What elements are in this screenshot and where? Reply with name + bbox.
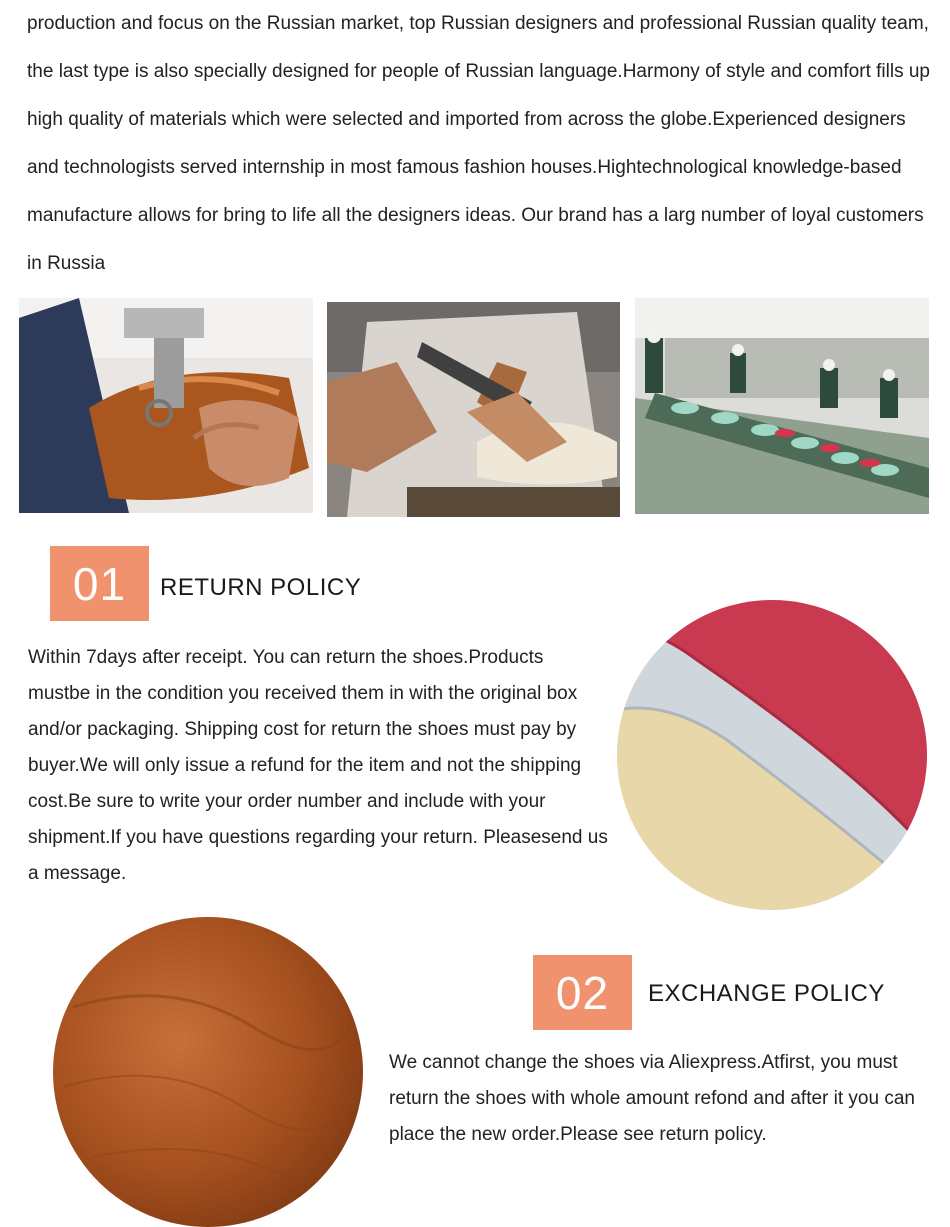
- policy-number-badge: 02: [533, 955, 632, 1030]
- policy-number-badge: 01: [50, 546, 149, 621]
- exchange-policy-text: We cannot change the shoes via Aliexpress.Atfirst, you must return the shoes with whole amount refond and after it you can place the new order.Please see return policy.: [389, 1052, 915, 1145]
- return-policy-text: Within 7days after receipt. You can return the shoes.Products mustbe in the condition you received them in with the original box and/or packaging. Shipping cost for return the shoes must pay by buyer.We will only issue a refund for the item and not the shipping cost.Be sure to write your order number and include with your shipment.If you have questions regarding your return. Pleasesend us a message.: [28, 647, 608, 884]
- intro-paragraph: production and focus on the Russian market, top Russian designers and professional Russian quality team, the last type is also specially designed for people of Russian language.Harmony of style and comfort fills up high quality of materials which were selected and imported from across the globe.Experienced designers and technologists served internship in most famous fashion houses.Hightechnological knowledge-based manufacture allows for bring to life all the designers ideas. Our brand has a larg number of loyal customers in Russia: [27, 13, 930, 274]
- sewing-machine-photo: [19, 298, 313, 513]
- leather-swatches-image: [617, 600, 927, 910]
- shoemaker-hammer-photo: [327, 302, 620, 517]
- exchange-policy-title: EXCHANGE POLICY: [648, 980, 885, 1007]
- return-policy-title: RETURN POLICY: [160, 574, 362, 601]
- factory-assembly-line-photo: [635, 298, 929, 514]
- brown-leather-image: [53, 917, 363, 1227]
